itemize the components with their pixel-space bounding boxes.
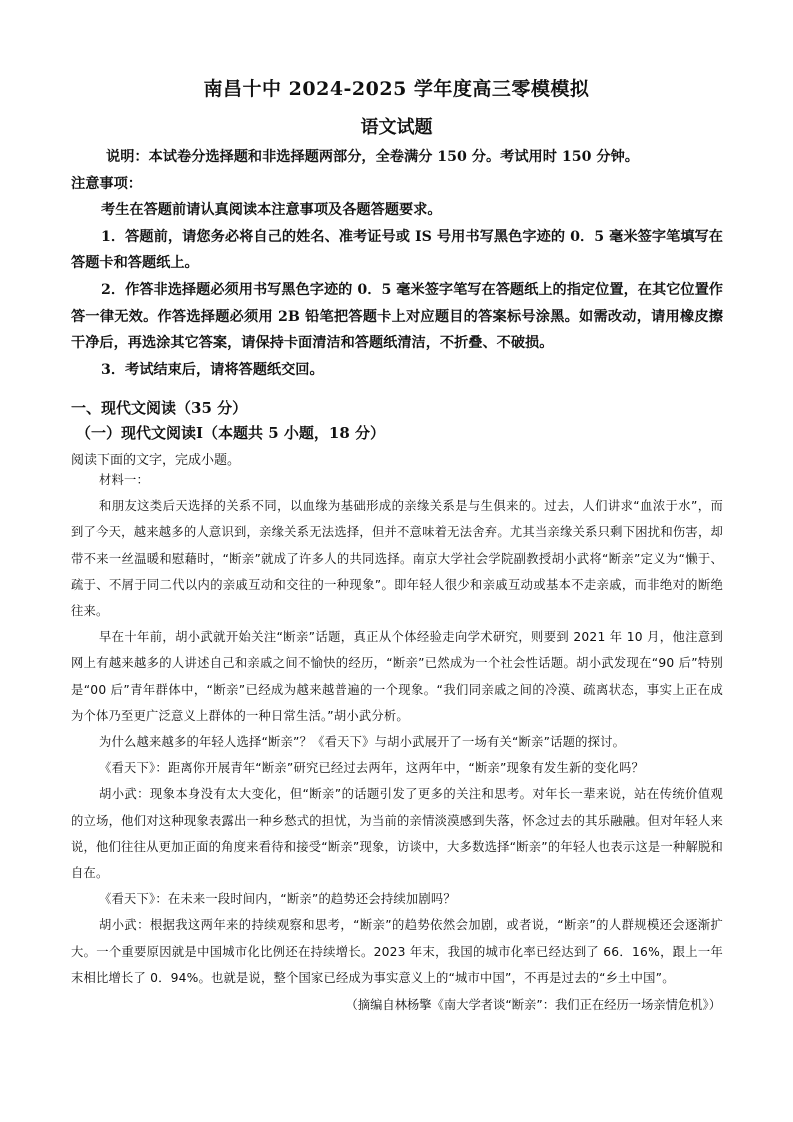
material-one <box>71 467 723 991</box>
section-heading: 一、现代文阅读（35 分） <box>71 399 248 417</box>
exam-subtitle: 语文试题 <box>360 117 433 138</box>
material-paragraph: 为什么越来越多的年轻人选择“断亲”？《看天下》与胡小武展开了一场有关“断亲”话题的探讨。 <box>99 735 626 750</box>
material-paragraph: 和朋友这类后天选择的关系不同，以血缘为基础形成的亲缘关系是与生俱来的。过去，人们讲求“血浓于水”，而到了今天，越来越多的人意识到，亲缘关系无法选择，但并不意味着无法舍弃。尤其当亲缘关系只剩下困扰和伤害，却带不来一丝温暖和慰藉时，“断亲”就成了许多人的共同选择。南京大学社会学院副教授胡小武将“断亲”定义为“懒于、疏于、不屑于同二代以内的亲戚互动和交往的一种现象”。即年轻人很少和亲戚互动或基本不走亲戚，而非绝对的断绝往来。 <box>71 499 723 619</box>
instructions-block <box>71 144 723 383</box>
exam-note: 说明：本试卷分选择题和非选择题两部分，全卷满分 150 分。考试用时 150 分钟。 <box>106 149 639 165</box>
material-paragraph: 《看天下》：在未来一段时间内，“断亲”的趋势还会持续加剧吗？ <box>99 892 456 907</box>
instruction-item-3: 3．考试结束后，请将答题纸交回。 <box>101 361 324 378</box>
material-paragraph: 胡小武：根据我这两年来的持续观察和思考，“断亲”的趋势依然会加剧，或者说，“断亲”的人群规模还会逐渐扩大。一个重要原因就是中国城市化比例还在持续增长。2023 年末，我国的城市化率已经达到了 66．16%，跟上一年末相比增长了 0．94%。也就是说，整个国家已经成为事实意义上的“城市中国”，不再是过去的“乡土中国”。 <box>71 918 723 985</box>
exam-title: 南昌十中 2024-2025 学年度高三零模模拟 <box>203 78 590 100</box>
reading-direction: 阅读下面的文字，完成小题。 <box>71 453 241 468</box>
material-label: 材料一： <box>99 473 149 487</box>
attention-label: 注意事项： <box>71 175 142 192</box>
material-paragraph: 《看天下》：距离你开展青年“断亲”研究已经过去两年，这两年中，“断亲”现象有发生新的变化吗？ <box>99 761 645 776</box>
attention-intro: 考生在答题前请认真阅读本注意事项及各题答题要求。 <box>101 202 442 219</box>
material-paragraph: 胡小武：现象本身没有太大变化，但“断亲”的话题引发了更多的关注和思考。对年长一辈来说，站在传统价值观的立场，他们对这种现象表露出一种乡愁式的担忧，为当前的亲情淡漠感到失落，怀念过去的其乐融融。但对年轻人来说，他们往往从更加正面的角度来看待和接受“断亲”现象，访谈中，大多数选择“断亲”的年轻人也表示这是一种解脱和自在。 <box>71 787 723 881</box>
instruction-item-1: 1．答题前，请您务必将自己的姓名、准考证号或 IS 号用书写黑色字迹的 0．5 毫米签字笔填写在答题卡和答题纸上。 <box>71 228 723 272</box>
material-paragraph: 早在十年前，胡小武就开始关注“断亲”话题，真正从个体经验走向学术研究，则要到 2021 年 10 月，他注意到网上有越来越多的人讲述自己和亲戚之间不愉快的经历，“断亲”已然成为一个社会性话题。胡小武发现在“90 后”特别是“00 后”青年群体中，“断亲”已经成为越来越普遍的一个现象。“我们同亲戚之间的冷漠、疏离状态，事实上正在成为个体乃至更广泛意义上群体的一种日常生活。”胡小武分析。 <box>71 630 723 723</box>
section-sub-heading: （一）现代文阅读Ⅰ（本题共 5 小题，18 分） <box>76 424 385 442</box>
material-source: （摘编自林杨擎《南大学者谈“断亲”：我们正在经历一场亲情危机》） <box>345 998 721 1012</box>
instruction-item-2: 2．作答非选择题必须用书写黑色字迹的 0．5 毫米签字笔写在答题纸上的指定位置，在其它位置作答一律无效。作答选择题必须用 2B 铅笔把答题卡上对应题目的答案标号涂黑。如需改动，请用橡皮擦干净后，再选涂其它答案，请保持卡面清洁和答题纸清洁，不折叠、不破损。 <box>71 281 723 352</box>
